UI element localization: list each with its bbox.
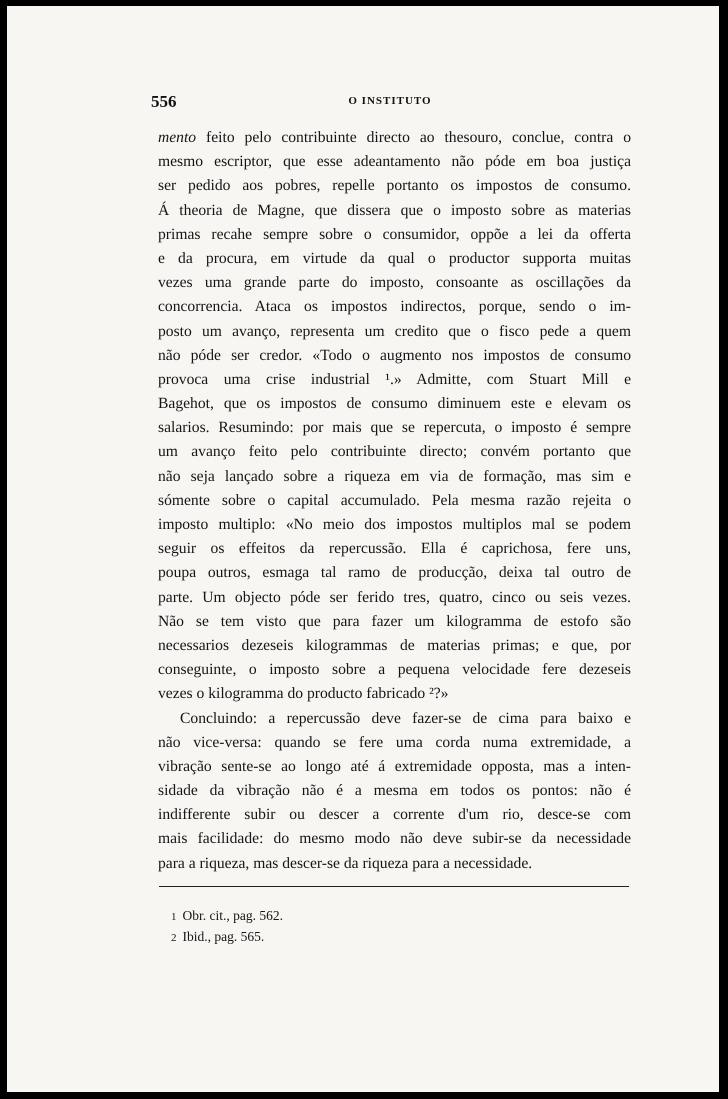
text-line: não póde ser credor. «Todo o augmento nos impostos de consumo (158, 346, 631, 364)
text-line: posto um avanço, representa um credito que o fisco pede a quem (158, 322, 631, 340)
page-header (151, 92, 629, 116)
text-line: um avanço feito pelo contribuinte directo; convém portanto que (158, 443, 631, 461)
text-line: concorrencia. Ataca os impostos indirectos, porque, sendo o im- (158, 298, 631, 316)
text-line: para a riqueza, mas descer-se da riqueza para a necessidade. (158, 854, 533, 872)
body-text (158, 126, 631, 876)
text-line: mais facilidade: do mesmo modo não deve subir-se da necessidade (158, 830, 631, 848)
footnote-text: Ibid., pag. 565. (182, 929, 265, 944)
footnotes (171, 906, 611, 948)
text-line: vezes o kilogramma do producto fabricado ²?» (158, 685, 449, 703)
text-line: primas recahe sempre sobre o consumidor, oppõe a lei da offerta (158, 225, 631, 243)
text-line: necessarios dezeseis kilogrammas de materias primas; e que, por (158, 636, 631, 654)
text-line: imposto multiplo: «No meio dos impostos multiplos mal se podem (158, 516, 631, 533)
text-line: não seja lançado sobre a riqueza em via de formação, mas sim e (158, 467, 631, 485)
text-line: sidade da vibração não é a mesma em todos os pontos: não é (158, 782, 631, 800)
text-line: conseguinte, o imposto sobre a pequena velocidade fere dezeseis (158, 661, 631, 679)
text-line: provoca uma crise industrial ¹.» Admitte, com Stuart Mill e (158, 370, 631, 388)
text-line: poupa outros, esmaga tal ramo de producção, deixa tal outro de (158, 564, 631, 582)
text-line: vezes uma grande parte do imposto, consoante as oscillações da (158, 274, 631, 292)
text-line: mesmo escriptor, que esse adeantamento não póde em boa justiça (158, 153, 631, 171)
text-line: Bagehot, que os impostos de consumo diminuem este e elevam os (158, 395, 631, 413)
text-line: salarios. Resumindo: por mais que se repercuta, o imposto é sempre (158, 419, 631, 437)
page-number: 556 (151, 92, 177, 111)
text-line: sómente sobre o capital accumulado. Pela mesma razão rejeita o (158, 491, 631, 509)
footnote-rule (159, 886, 629, 887)
text-line: vibração sente-se ao longo até á extremidade opposta, mas a inten- (158, 757, 631, 775)
text-line: mento feito pelo contribuinte directo ao thesouro, conclue, contra o (158, 129, 631, 146)
text-line: ser pedido aos pobres, repelle portanto os impostos de consumo. (158, 177, 631, 195)
italic-word: mento (158, 129, 197, 146)
text-line: Concluindo: a repercussão deve fazer-se de cima para baixo e (180, 709, 631, 727)
text-line: Á theoria de Magne, que dissera que o imposto sobre as materias (158, 201, 631, 219)
text-line: e da procura, em virtude da qual o productor supporta muitas (158, 249, 631, 267)
footnote (171, 906, 611, 927)
text-line: parte. Um objecto póde ser ferido tres, quatro, cinco ou seis vezes. (158, 588, 631, 606)
text-line: não vice-versa: quando se fere uma corda numa extremidade, a (158, 733, 631, 751)
book-page (7, 6, 719, 1092)
text-line: indifferente subir ou descer a corrente d'um rio, desce-se com (158, 806, 631, 824)
footnote (171, 927, 611, 948)
running-title: O INSTITUTO (348, 95, 432, 107)
footnote-text: Obr. cit., pag. 562. (182, 908, 283, 923)
text-line: seguir os effeitos da repercussão. Ella é caprichosa, fere uns, (158, 540, 631, 558)
footnote-marker: 2 (171, 932, 177, 944)
footnote-marker: 1 (171, 911, 177, 923)
text-line: Não se tem visto que para fazer um kilogramma de estofo são (158, 612, 631, 630)
